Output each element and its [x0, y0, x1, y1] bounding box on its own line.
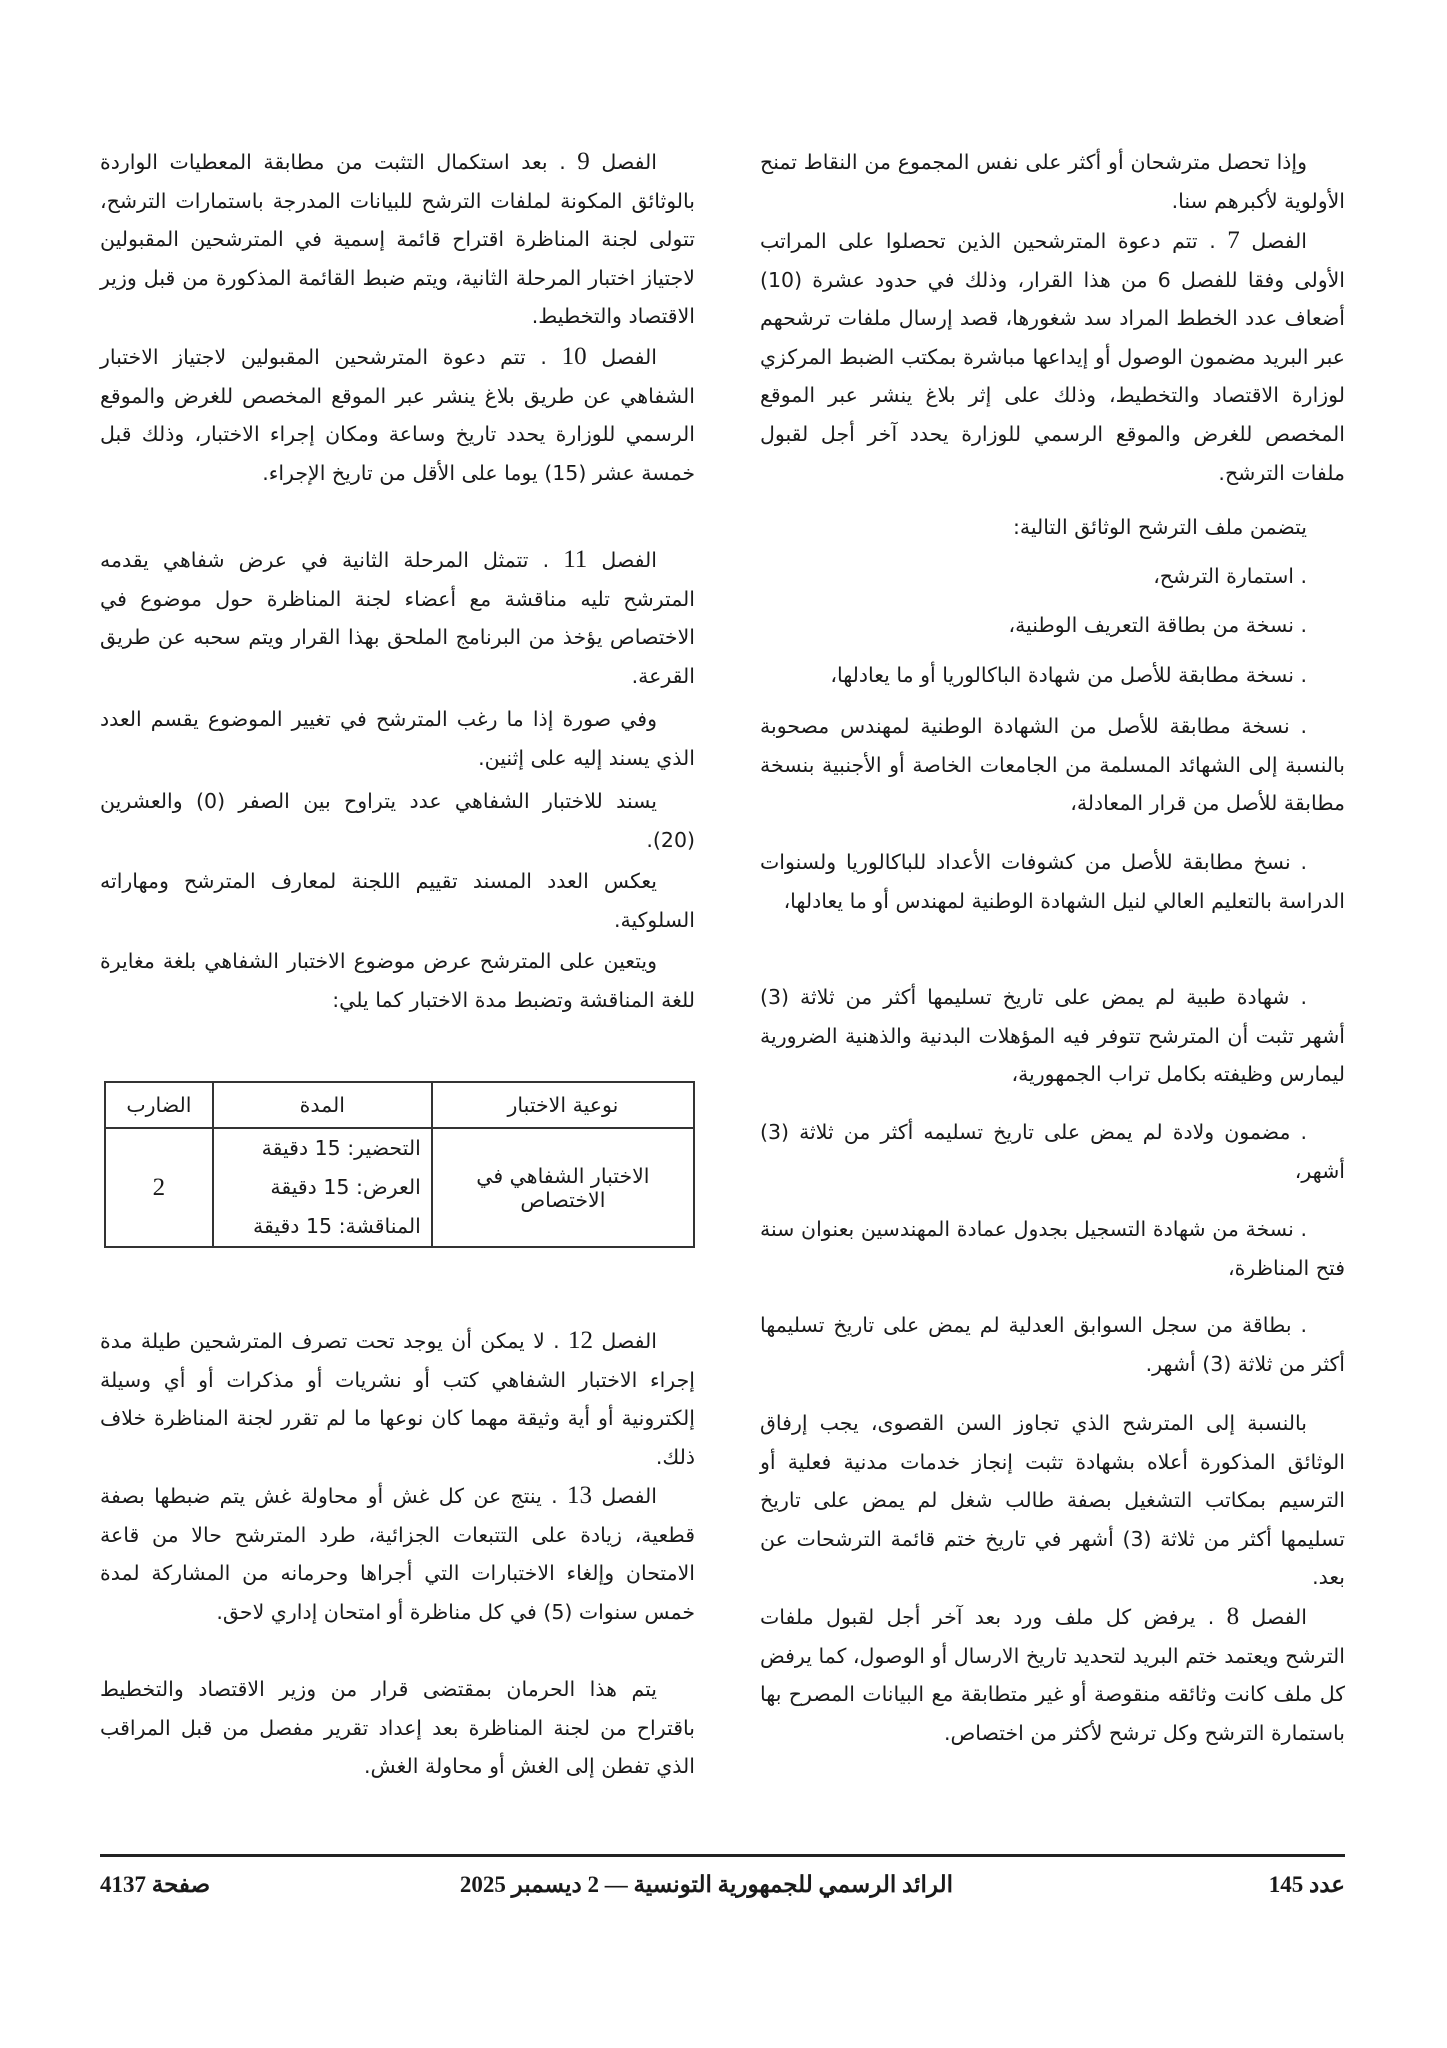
article-label: الفصل: [601, 1329, 657, 1353]
cell-exam-type: الاختبار الشفاهي في الاختصاص: [432, 1128, 694, 1247]
article-13: [100, 1477, 695, 1631]
article-text: . تتم دعوة المترشحين الذين تحصلوا على المراتب الأولى وفقا للفصل 6 من هذا القرار، وذلك في حدود عشرة (10) أضعاف عدد الخطط المراد سد شغورها، قصد إرسال ملفات ترشحهم عبر البريد مضمون الوصول أو إيداعها مباشرة بمكتب الضبط المركزي لوزارة الاقتصاد والتخطيط، وذلك على إثر بلاغ ينشر عبر الموقع المخصص للغرض والموقع الرسمي للوزارة يحدد آخر أجل لقبول ملفات الترشح.: [760, 229, 1345, 485]
article-label: الفصل: [1251, 229, 1307, 253]
paragraph-score-range: يسند للاختبار الشفاهي عدد يتراوح بين الصفر (0) والعشرين (20).: [100, 789, 695, 852]
article-number: 11: [563, 546, 588, 573]
cell-coefficient: 2: [105, 1128, 213, 1247]
article-number: 8: [1226, 1603, 1240, 1630]
issue-number: عدد 145: [1268, 1872, 1345, 1897]
article-label: الفصل: [601, 345, 657, 369]
duration-presentation: العرض: 15 دقيقة: [270, 1175, 421, 1199]
article-number: 10: [561, 343, 587, 370]
duration-discussion: المناقشة: 15 دقيقة: [252, 1214, 421, 1238]
article-label: الفصل: [601, 548, 657, 572]
article-10: [100, 338, 695, 492]
article-9: [100, 143, 695, 336]
article-label: الفصل: [1251, 1605, 1307, 1629]
article-12: [100, 1322, 695, 1476]
article-8: [760, 1598, 1345, 1752]
article-7: [760, 222, 1345, 492]
paragraph-topic-change: وفي صورة إذا ما رغب المترشح في تغيير الموضوع يقسم العدد الذي يسند إليه على إثنين.: [100, 707, 695, 770]
article-number: 12: [568, 1327, 594, 1354]
right-column: [760, 0, 1345, 1840]
article-11: [100, 541, 695, 695]
article-text: . يرفض كل ملف ورد بعد آخر أجل لقبول ملفات الترشح ويعتمد ختم البريد لتحديد تاريخ الارسال أو الوصول، كما يرفض كل ملف كانت وثائقه منقوصة أو غير متطابقة مع البيانات المصرح بها باستمارة الترشح وكل ترشح لأكثر من اختصاص.: [760, 1605, 1345, 1745]
article-text: . ينتج عن كل غش أو محاولة غش يتم ضبطها بصفة قطعية، زيادة على التتبعات الجزائية، طرد المترشح حالا من قاعة الامتحان وإلغاء الاختبارات التي أجراها وحرمانه من المشاركة لمدة خمس سنوات (5) في كل مناظرة أو امتحان إداري لاحق.: [100, 1484, 695, 1624]
article-number: 7: [1227, 227, 1240, 254]
article-number: 13: [567, 1482, 593, 1509]
duration-preparation: التحضير: 15 دقيقة: [261, 1136, 421, 1160]
table-row: [105, 1128, 694, 1247]
article-text: . لا يمكن أن يوجد تحت تصرف المترشحين طيلة مدة إجراء الاختبار الشفاهي كتب أو نشريات أو مذكرات أو أي وسيلة إلكترونية أو أية وثيقة مهما كان نوعها ما لم تقرر لجنة المناظرة خلاف ذلك.: [100, 1329, 695, 1469]
article-number: 9: [577, 148, 590, 175]
page-number: صفحة 4137: [100, 1872, 211, 1897]
header-duration: المدة: [213, 1082, 432, 1128]
article-text: . بعد استكمال التثبت من مطابقة المعطيات الواردة بالوثائق المكونة لملفات الترشح للبيانات المدرجة باستمارات الترشح، تتولى لجنة المناظرة اقتراح قائمة إسمية في المترشحين المقبولين لاجتياز اختبار المرحلة الثانية، ويتم ضبط القائمة المذكورة من قبل وزير الاقتصاد والتخطيط.: [100, 150, 695, 329]
page-footer: [100, 1872, 1345, 1908]
document-item: . نسخة مطابقة للأصل من الشهادة الوطنية لمهندس مصحوبة بالنسبة إلى الشهائد المسلمة من الجامعات الخاصة أو الأجنبية بنسخة مطابقة للأصل من قرار المعادلة،: [760, 714, 1345, 816]
document-item: . نسخة من شهادة التسجيل بجدول عمادة المهندسين بعنوان سنة فتح المناظرة،: [760, 1217, 1345, 1280]
article-text: . تتمثل المرحلة الثانية في عرض شفاهي يقدمه المترشح تليه مناقشة مع أعضاء لجنة المناظرة حول موضوع في الاختصاص يؤخذ من البرنامج الملحق بهذا القرار ويتم سحبه عن طريق القرعة.: [100, 548, 695, 688]
document-item: . نسخة مطابقة للأصل من شهادة الباكالوريا أو ما يعادلها،: [830, 663, 1307, 687]
document-item: . استمارة الترشح،: [1153, 564, 1307, 588]
left-column: [100, 0, 695, 1840]
document-item: . بطاقة من سجل السوابق العدلية لم يمض على تاريخ تسليمها أكثر من ثلاثة (3) أشهر.: [760, 1313, 1345, 1376]
journal-title-date: الرائد الرسمي للجمهورية التونسية — 2 ديسمبر 2025: [459, 1872, 953, 1897]
cell-duration: [213, 1128, 432, 1247]
article-label: الفصل: [601, 150, 657, 174]
paragraph-language: ويتعين على المترشح عرض موضوع الاختبار الشفاهي بلغة مغايرة للغة المناقشة وتضبط مدة الاختبار كما يلي:: [100, 949, 695, 1012]
paragraph-over-age: بالنسبة إلى المترشح الذي تجاوز السن القصوى، يجب إرفاق الوثائق المذكورة أعلاه بشهادة تثبت إنجاز خدمات مدنية فعلية أو الترسيم بمكاتب التشغيل بصفة طالب شغل لم يمض على تاريخ تسليمها أكثر من ثلاثة (3) أشهر في تاريخ ختم قائمة الترشحات عن بعد.: [760, 1411, 1346, 1590]
document-item: . شهادة طبية لم يمض على تاريخ تسليمها أكثر من ثلاثة (3) أشهر تثبت أن المترشح تتوفر فيه المؤهلات البدنية والذهنية الضرورية ليمارس وظيفته بكامل تراب الجمهورية،: [760, 985, 1345, 1087]
paragraph-deprivation: يتم هذا الحرمان بمقتضى قرار من وزير الاقتصاد والتخطيط باقتراح من لجنة المناظرة بعد إعداد تقرير مفصل من قبل المراقب الذي تفطن إلى الغش أو محاولة الغش.: [100, 1677, 695, 1779]
documents-intro: يتضمن ملف الترشح الوثائق التالية:: [1012, 515, 1307, 539]
paragraph-tie-rule: وإذا تحصل مترشحان أو أكثر على نفس المجموع من النقاط تمنح الأولوية لأكبرهم سنا.: [760, 150, 1345, 213]
table-header-row: [105, 1082, 694, 1128]
article-label: الفصل: [601, 1484, 657, 1508]
document-item: . مضمون ولادة لم يمض على تاريخ تسليمه أكثر من ثلاثة (3) أشهر،: [760, 1120, 1345, 1183]
header-coefficient: الضارب: [105, 1082, 213, 1128]
exam-table: [104, 1081, 695, 1248]
header-exam-type: نوعية الاختبار: [432, 1082, 694, 1128]
document-item: . نسخة من بطاقة التعريف الوطنية،: [1008, 613, 1307, 637]
footer-divider: [100, 1854, 1345, 1857]
document-item: . نسخ مطابقة للأصل من كشوفات الأعداد للباكالوريا ولسنوات الدراسة بالتعليم العالي لنيل الشهادة الوطنية لمهندس أو ما يعادلها،: [760, 850, 1345, 913]
article-text: . تتم دعوة المترشحين المقبولين لاجتياز الاختبار الشفاهي عن طريق بلاغ ينشر عبر الموقع المخصص للغرض والموقع الرسمي للوزارة يحدد تاريخ وساعة ومكان إجراء الاختبار، وذلك قبل خمسة عشر (15) يوما على الأقل من تاريخ الإجراء.: [100, 345, 695, 485]
paragraph-score-reflects: يعكس العدد المسند تقييم اللجنة لمعارف المترشح ومهاراته السلوكية.: [100, 869, 695, 932]
